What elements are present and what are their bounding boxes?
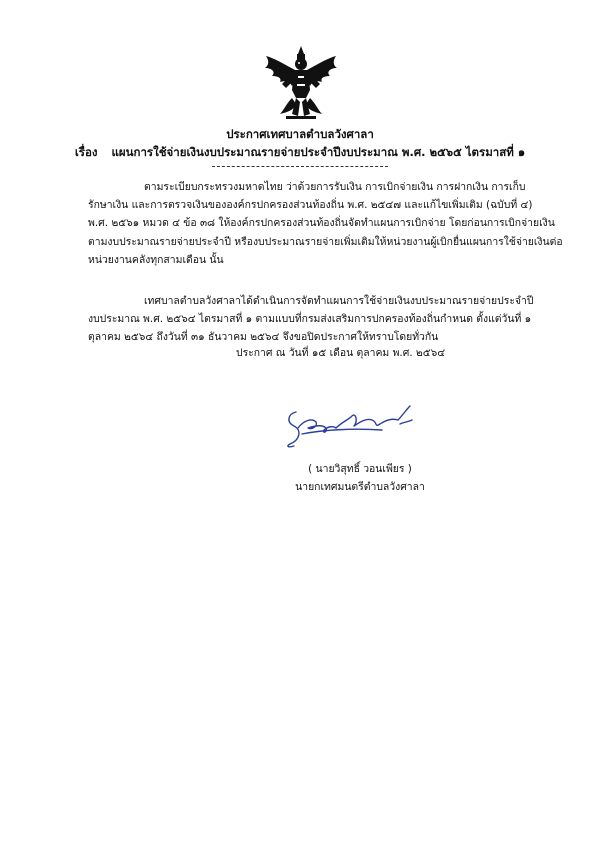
paragraph-2 <box>88 292 534 347</box>
paragraph-line: งบประมาณ พ.ศ. ๒๕๖๔ ไตรมาสที่ ๑ ตามแบบที่กรมส่งเสริมการปกครองท้องถิ่นกำหนด ตั้งแต่วันที่ ๑ <box>88 313 532 326</box>
subject-text: แผนการใช้จ่ายเงินงบประมาณรายจ่ายประจำปีงบประมาณ พ.ศ. ๒๕๖๕ ไตรมาสที่ ๑ <box>111 145 526 159</box>
garuda-emblem-icon <box>262 44 340 122</box>
title-divider <box>212 166 388 167</box>
handwritten-signature <box>282 400 422 452</box>
paragraph-line: ตามงบประมาณรายจ่ายประจำปี หรืองบประมาณรายจ่ายเพิ่มเติมให้หน่วยงานผู้เบิกยื่นแผนการใช้จ่ายเงินต่อ <box>88 235 563 248</box>
paragraph-line: เทศบาลตำบลวังศาลาได้ดำเนินการจัดทำแผนการใช้จ่ายเงินงบประมาณรายจ่ายประจำปี <box>144 295 534 307</box>
subject-label: เรื่อง <box>74 145 98 159</box>
signer-position: นายกเทศมนตรีตำบลวังศาลา <box>295 481 425 493</box>
document-title: ประกาศเทศบาลตำบลวังศาลา <box>226 127 374 141</box>
signer-name: ( นายวิสุทธิ์ วอนเพียร ) <box>308 463 412 475</box>
paragraph-line: ตุลาคม ๒๕๖๔ ถึงวันที่ ๓๑ ธันวาคม ๒๕๖๔ จึงขอปิดประกาศให้ทราบโดยทั่วกัน <box>88 331 439 344</box>
document-subject <box>40 144 560 162</box>
paragraph-line: ตามระเบียบกระทรวงมหาดไทย ว่าด้วยการรับเงิน การเบิกจ่ายเงิน การฝากเงิน การเก็บ <box>144 181 526 193</box>
paragraph-line: หน่วยงานคลังทุกสามเดือน นั้น <box>88 253 224 266</box>
paragraph-line: รักษาเงิน และการตรวจเงินขององค์กรปกครองส่วนท้องถิ่น พ.ศ. ๒๕๔๗ และแก้ไขเพิ่มเติม (ฉบับที่ ๔) <box>88 199 533 212</box>
announcement-date: ประกาศ ณ วันที่ ๑๕ เดือน ตุลาคม พ.ศ. ๒๕๖๔ <box>236 347 446 359</box>
paragraph-line: พ.ศ. ๒๕๖๑ หมวด ๔ ข้อ ๓๘ ให้องค์กรปกครองส่วนท้องถิ่นจัดทำแผนการเบิกจ่าย โดยก่อนการเบิกจ่ายเงิน <box>88 217 555 230</box>
paragraph-1 <box>88 178 563 269</box>
